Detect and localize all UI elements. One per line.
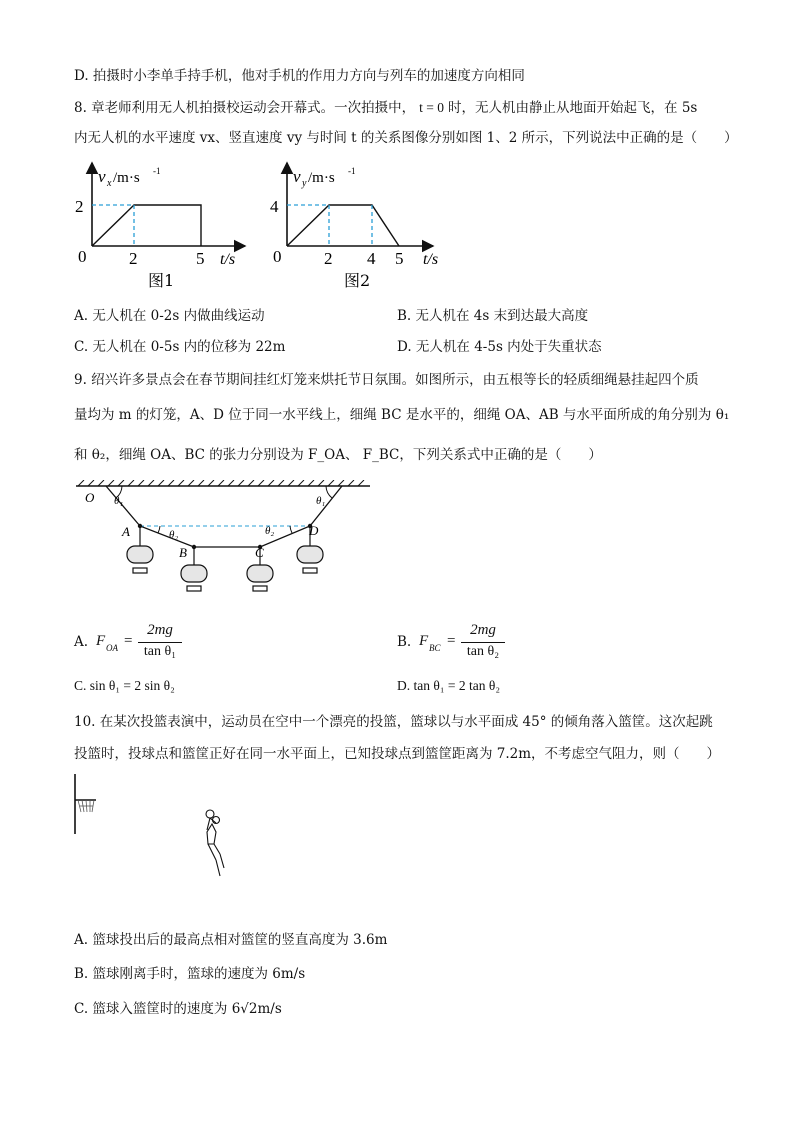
q8-figure-1 <box>70 158 250 292</box>
fig2-ylabel-unit: /m·s <box>308 170 335 186</box>
q9-option-b-num: 2mg <box>470 622 496 638</box>
fig2-xtick-2: 2 <box>324 249 333 268</box>
fig1-xtick-5: 5 <box>196 249 205 268</box>
q9-stem-line3: 和 θ₂，细绳 OA、BC 的张力分别设为 F_OA、 F_BC，下列关系式中正确的是（ ） <box>74 447 602 463</box>
q9-stem-line2: 量均为 m 的灯笼，A、D 位于同一水平线上，细绳 BC 是水平的，细绳 OA、AB 与水平面所成的角分别为 θ₁ <box>74 407 730 423</box>
q8-stem-line2: 内无人机的水平速度 vx、竖直速度 vy 与时间 t 的关系图像分别如图 1、2 所示，下列说法中正确的是（ ） <box>74 130 738 146</box>
q8-figure-2 <box>265 158 450 292</box>
q8-stem-text1b: 时，无人机由静止从地面开始起飞，在 5s <box>448 100 698 116</box>
q9-stem-line1: 9. 绍兴许多景点会在春节期间挂红灯笼来烘托节日氛围。如图所示，由五根等长的轻质细绳悬挂起四个质 <box>74 372 699 388</box>
label-o: O <box>85 490 95 505</box>
q10-option-b: B. 篮球刚离手时，篮球的速度为 6m/s <box>74 966 306 982</box>
label-theta2-right: θ₂ <box>265 525 275 537</box>
fig2-graph-line <box>287 205 399 246</box>
q10-stem-line1: 10. 在某次投篮表演中，运动员在空中一个漂亮的投篮，篮球以与水平面成 45° 的倾角落入篮筐。这次起跳 <box>74 714 713 730</box>
fig1-graph-line <box>92 205 201 246</box>
fig2-xlabel: t/s <box>423 251 439 268</box>
q9-option-b-den: tan θ₂ <box>466 644 500 659</box>
q10-option-c: C. 篮球入篮筐时的速度为 6√2m/s <box>74 1001 282 1017</box>
q8-option-a: A. 无人机在 0-2s 内做曲线运动 <box>74 308 265 324</box>
q10-basketball-figure <box>70 772 250 892</box>
q9-option-a-den: tan θ₁ <box>143 644 177 659</box>
q9-option-a-num: 2mg <box>147 622 173 638</box>
q9-option-b-lhs: F <box>419 633 429 649</box>
fig2-xtick-4: 4 <box>367 249 376 268</box>
q9-option-a-sub: OA <box>106 643 118 653</box>
label-a: A <box>122 524 130 539</box>
q8-equation: t = 0 <box>419 100 445 115</box>
theta1-right-arc <box>326 486 332 498</box>
fig1-ylabel-unit: /m·s <box>113 170 140 186</box>
label-theta1-left: θ₁ <box>114 495 124 507</box>
fig1-origin: 0 <box>78 247 87 266</box>
theta2-left-arc <box>158 526 160 533</box>
fig1-xtick-2: 2 <box>129 249 138 268</box>
fig2-ylabel-v: v <box>293 167 301 186</box>
q8-stem-text1: 8. 章老师利用无人机拍摄校运动会开幕式。一次拍摄中， <box>74 100 416 116</box>
fig2-ylabel-exp: -1 <box>348 166 356 176</box>
q8-option-d: D. 无人机在 4-5s 内处于失重状态 <box>397 339 602 355</box>
q9-option-d: D. tan θ₁ = 2 tan θ₂ <box>397 678 501 693</box>
fig1-ytick-2: 2 <box>75 197 84 216</box>
fig1-ylabel-v: v <box>98 167 106 186</box>
q9-option-b-sub: BC <box>429 643 441 653</box>
q9-option-c: C. sin θ₁ = 2 sin θ₂ <box>74 678 175 693</box>
fig2-ytick-4: 4 <box>270 197 279 216</box>
q9-option-a-prefix: A. <box>74 634 89 650</box>
fig1-ylabel-sub: x <box>107 178 112 189</box>
label-theta1-right: θ₁ <box>316 495 326 507</box>
fig1-xlabel: t/s <box>220 251 236 268</box>
q9-option-a-lhs: F <box>96 633 106 649</box>
theta2-right-arc <box>290 526 292 533</box>
q7-option-d: D. 拍摄时小李单手持手机，他对手机的作用力方向与列车的加速度方向相同 <box>74 68 525 84</box>
fig2-xtick-5: 5 <box>395 249 404 268</box>
q10-option-a: A. 篮球投出后的最高点相对篮筐的竖直高度为 3.6m <box>74 932 388 948</box>
lantern-a <box>127 526 153 573</box>
q9-lantern-figure <box>72 480 372 595</box>
q8-stem-line1 <box>74 98 697 118</box>
net <box>78 800 94 812</box>
q9-option-b-prefix: B. <box>397 634 412 650</box>
fig2-ylabel-sub: y <box>302 178 307 189</box>
q8-option-c: C. 无人机在 0-5s 内的位移为 22m <box>74 339 286 355</box>
fig2-caption: 图2 <box>344 271 371 290</box>
q10-stem-line2: 投篮时，投球点和篮筐正好在同一水平面上，已知投球点到篮筐距离为 7.2m，不考虑空气阻力，则（ ） <box>74 746 721 762</box>
rope-chain <box>106 486 342 547</box>
fig2-origin: 0 <box>273 247 282 266</box>
label-theta2-left: θ₂ <box>169 529 179 541</box>
label-c: C <box>255 545 264 560</box>
label-d: D <box>309 523 319 538</box>
fig1-caption: 图1 <box>148 271 175 290</box>
player-icon <box>206 810 224 876</box>
fig1-ylabel-exp: -1 <box>153 166 161 176</box>
ceiling-hatch <box>78 480 364 486</box>
q8-option-b: B. 无人机在 4s 末到达最大高度 <box>397 308 589 324</box>
label-b: B <box>179 545 187 560</box>
